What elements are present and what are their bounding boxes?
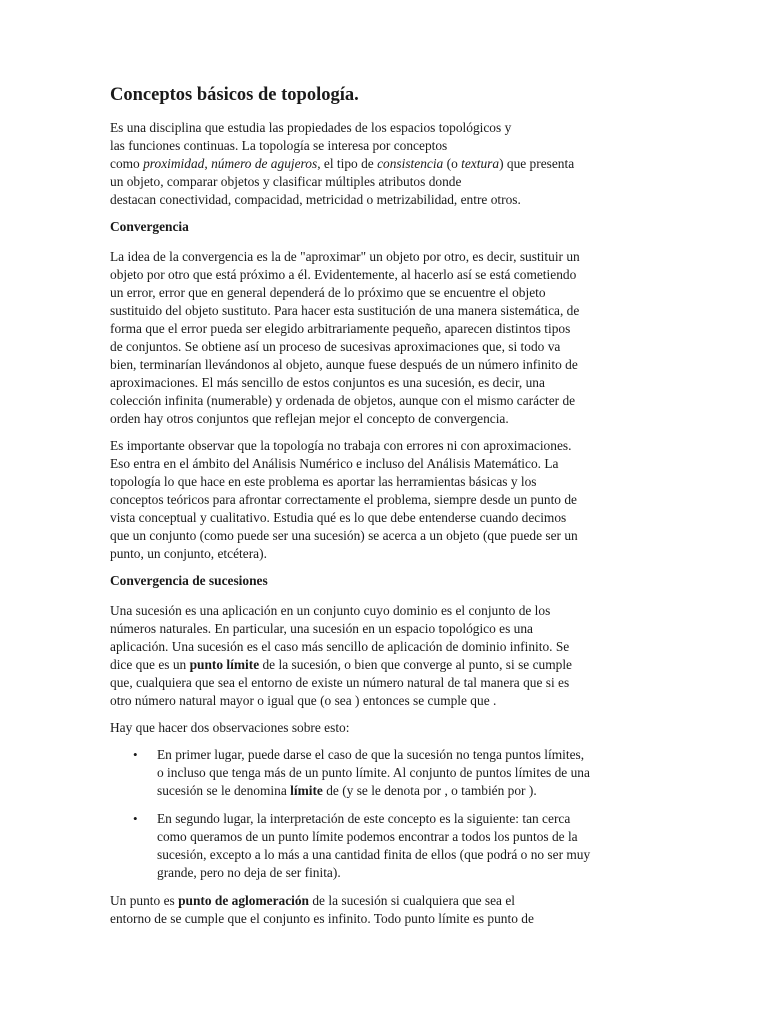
sucesiones-paragraph-1: Una sucesión es una aplicación en un conjunto cuyo dominio es el conjunto de los números naturales. En particular, una sucesión en un espacio topológico es una aplicación. Una sucesión es el caso más sencillo de aplicación de dominio infinito. Se dice que es un punto límite de la sucesión, o bien que converge al punto, si se cumple que, cualquiera que sea el entorno de existe un número natural de tal manera que si es otro número natural mayor o igual que (o sea ) entonces se cumple que . (110, 603, 573, 708)
intro-line: destacan conectividad, compacidad, metricidad o metrizabilidad, entre otros. (110, 192, 521, 207)
emphasis-numero-agujeros: número de agujeros (211, 156, 318, 171)
intro-line: las funciones continuas. La topología se interesa por conceptos (110, 138, 448, 153)
section-heading-convergencia-sucesiones: Convergencia de sucesiones (110, 573, 268, 588)
term-punto-limite: punto límite (189, 657, 260, 672)
intro-line: como proximidad, número de agujeros, el tipo de consistencia (o textura) que presenta (110, 156, 575, 171)
intro-paragraph (110, 119, 655, 209)
list-item: • En segundo lugar, la interpretación de este concepto es la siguiente: tan cerca como queramos de un punto límite podemos encontrar a todos los puntos de la sucesión, excepto a lo más a una cantidad finita de ellos (que podrá o no ser muy grande, pero no deja de ser finita). (157, 810, 655, 882)
observaciones-list (110, 746, 655, 882)
convergencia-paragraph-2: Es importante observar que la topología no trabaja con errores ni con aproximaciones. Eso entra en el ámbito del Análisis Numérico e incluso del Análisis Matemático. La topología lo que hace en este problema es aportar las herramientas básicas y los conceptos teóricos para afrontar correctamente el problema, siempre desde un punto de vista conceptual y cualitativo. Estudia qué es lo que debe entenderse cuando decimos que un conjunto (como puede ser una sucesión) se acerca a un objeto (que puede ser un punto, un conjunto, etcétera). (110, 438, 578, 561)
term-punto-aglomeracion: punto de aglomeración (178, 893, 310, 908)
emphasis-consistencia: consistencia (377, 156, 444, 171)
observaciones-intro: Hay que hacer dos observaciones sobre esto: (110, 720, 350, 735)
section-heading-convergencia: Convergencia (110, 219, 189, 234)
convergencia-paragraph-1: La idea de la convergencia es la de "aproximar" un objeto por otro, es decir, sustituir un objeto por otro que está próximo a él. Evidentemente, al hacerlo así se está cometiendo un error, error que en general dependerá de lo próximo que se encuentre el objeto sustituido del objeto sustituto. Para hacer esta sustitución de una manera sistemática, de forma que el error pueda ser elegido arbitrariamente pequeño, aparecen distintos tipos de conjuntos. Se obtiene así un proceso de sucesivas aproximaciones que, si todo va bien, terminarían llevándonos al objeto, aunque fuese después de un número infinito de aproximaciones. El más sencillo de estos conjuntos es una sucesión, es decir, una colección infinita (numerable) y ordenada de objetos, aunque con el mismo carácter de orden hay otros conjuntos que reflejan mejor el concepto de convergencia. (110, 249, 580, 426)
list-item: • En primer lugar, puede darse el caso de que la sucesión no tenga puntos límites, o incluso que tenga más de un punto límite. Al conjunto de puntos límites de una sucesión se le denomina límite de (y se le denota por , o también por ). (157, 746, 655, 800)
term-limite: límite (290, 783, 323, 798)
aglomeracion-paragraph: Un punto es punto de aglomeración de la sucesión si cualquiera que sea el entorno de se cumple que el conjunto es infinito. Todo punto límite es punto de (110, 893, 534, 926)
intro-line: Es una disciplina que estudia las propiedades de los espacios topológicos y (110, 120, 512, 135)
intro-line: un objeto, comparar objetos y clasificar múltiples atributos donde (110, 174, 462, 189)
emphasis-textura: textura (461, 156, 500, 171)
document-title: Conceptos básicos de topología. (110, 85, 359, 105)
document-page (110, 84, 655, 937)
emphasis-proximidad: proximidad (143, 156, 205, 171)
